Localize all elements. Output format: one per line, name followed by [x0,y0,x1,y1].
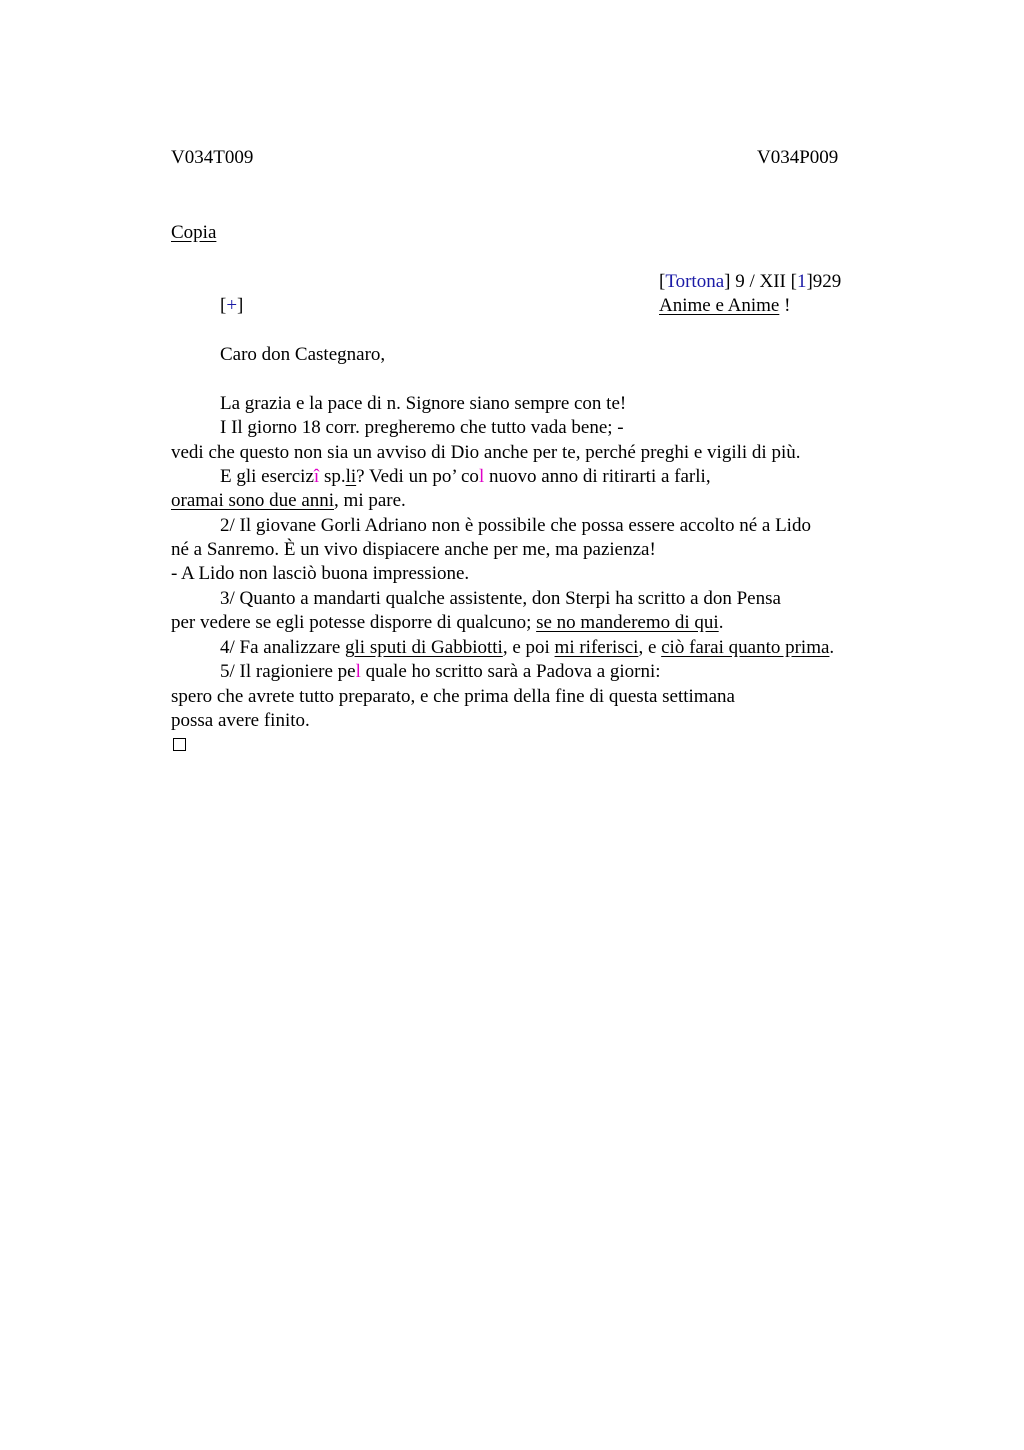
dateline-date: ] 9 / XII [ [724,271,797,292]
body-line: possa avere finito. [171,710,310,731]
body-line: - A Lido non lasciò buona impressione. [171,563,470,584]
cross-mark: [+] [220,295,244,316]
right-code: V034P009 [757,147,839,168]
copy-label: Copia [171,222,217,243]
dateline-place: Tortona [665,271,725,292]
body-line: La grazia e la pace di n. Signore siano sempre con te! [220,393,627,414]
body-line: 2/ Il giovane Gorli Adriano non è possibile che possa essere accolto né a Lido [220,515,811,536]
dateline-year: ]929 [806,271,842,292]
salutation: Caro don Castegnaro, [220,344,386,365]
body-line: 3/ Quanto a mandarti qualche assistente, don Sterpi ha scritto a don Pensa [220,588,781,609]
body-line: 5/ Il ragioniere pel quale ho scritto sarà a Padova a giorni: [220,661,661,682]
body-line: per vedere se egli potesse disporre di qualcuno; se no manderemo di qui. [171,612,724,633]
motto-text: Anime e Anime [659,295,780,316]
cross-sign: + [226,295,238,316]
dateline [659,270,841,294]
body-line: spero che avrete tutto preparato, e che prima della fine di questa settimana [171,686,735,707]
body-line: I Il giorno 18 corr. pregheremo che tutto vada bene; - [220,417,624,438]
dateline-open: [ [659,271,666,292]
body-line: 4/ Fa analizzare gli sputi di Gabbiotti, e poi mi riferisci, e ciò farai quanto prima. [220,637,835,658]
body-line: E gli esercizî sp.li? Vedi un po’ col nuovo anno di ritirarti a farli, [220,466,711,487]
body-line: vedi che questo non sia un avviso di Dio anche per te, perché preghi e vigili di più. [171,442,801,463]
square-box-icon [173,738,186,751]
motto: Anime e Anime ! [659,295,791,316]
dateline-century: 1 [796,271,807,292]
body-line: oramai sono due anni, mi pare. [171,490,406,511]
left-code: V034T009 [171,147,254,168]
body-line: né a Sanremo. È un vivo dispiacere anche per me, ma pazienza! [171,539,656,560]
